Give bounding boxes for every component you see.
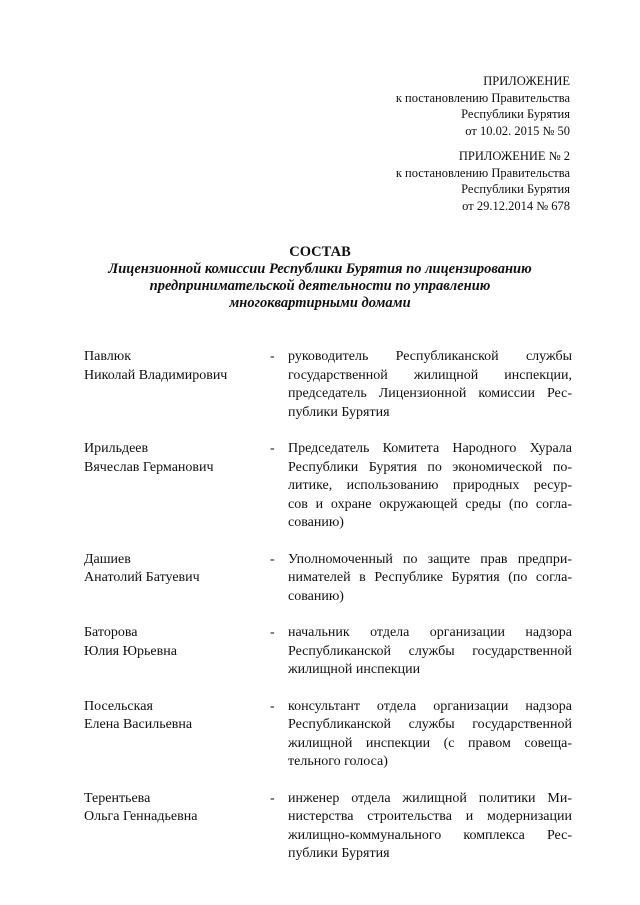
- role-line: консультант отдела организации надзора: [288, 698, 572, 714]
- role-line: литике, использованию природных ресур-: [288, 478, 572, 493]
- member-role: [288, 698, 572, 772]
- heading-subtitle: Лицензионной комиссии Республики Бурятия по лицензированию: [108, 261, 532, 277]
- member-role: [288, 624, 572, 680]
- heading-subtitle: многоквартирными домами: [229, 295, 411, 311]
- member-dash: -: [270, 698, 275, 714]
- member-surname: Посельская: [84, 698, 153, 714]
- heading-subtitle: предпринимательской деятельности по управлению: [149, 278, 491, 294]
- role-line: государственной жилищной инспекции,: [288, 367, 572, 383]
- member-surname: Павлюк: [84, 349, 131, 364]
- member-given-names: Ольга Геннадьевна: [84, 809, 198, 824]
- member-dash: -: [270, 349, 275, 364]
- appendix-line: Республики Бурятия: [461, 107, 570, 121]
- member-row: [84, 624, 572, 680]
- member-name: [84, 348, 264, 422]
- member-surname: Баторова: [84, 625, 138, 640]
- member-name: [84, 551, 264, 607]
- commission-members-list: [84, 348, 572, 864]
- member-surname: Ирильдеев: [84, 441, 149, 456]
- appendix-line: к постановлению Правительства: [395, 90, 570, 105]
- role-line: жилищной инспекции (с правом совеща-: [288, 735, 572, 751]
- role-line: начальник отдела организации надзора: [288, 625, 572, 640]
- role-line: Республиканской службы государственной: [288, 643, 572, 659]
- appendix-line: Республики Бурятия: [461, 182, 570, 196]
- appendix-title: ПРИЛОЖЕНИЕ: [483, 74, 570, 88]
- heading-title: СОСТАВ: [289, 244, 351, 260]
- member-surname: Терентьева: [84, 790, 151, 806]
- appendix-header-current: [396, 73, 570, 139]
- role-line: Республики Бурятия по экономической по-: [288, 459, 572, 475]
- member-dash: -: [270, 625, 275, 640]
- role-line: сов и охране окружающей среды (по согла-: [288, 496, 572, 512]
- member-role: [288, 790, 572, 864]
- role-line: нистерства строительства и модернизации: [288, 809, 572, 824]
- member-row: [84, 551, 572, 607]
- member-given-names: Анатолий Батуевич: [84, 570, 200, 585]
- role-line: публики Бурятия: [288, 404, 390, 420]
- member-dash: -: [270, 551, 275, 567]
- appendix-date-number: от 10.02. 2015 № 50: [465, 123, 570, 138]
- member-surname: Дашиев: [84, 551, 131, 567]
- role-line: жилищной инспекции: [288, 662, 421, 677]
- member-name: [84, 440, 264, 533]
- member-row: [84, 440, 572, 533]
- appendix-header-original: [396, 148, 570, 214]
- member-name: [84, 698, 264, 772]
- role-line: сованию): [288, 515, 344, 530]
- member-dash: -: [270, 790, 275, 806]
- role-line: публики Бурятия: [288, 846, 390, 861]
- role-line: тельного голоса): [288, 754, 388, 769]
- member-name: [84, 624, 264, 680]
- member-given-names: Елена Васильевна: [84, 717, 193, 732]
- role-line: нимателей в Республике Бурятия (по согла-: [288, 570, 572, 585]
- member-row: [84, 790, 572, 864]
- appendix-date-number: от 29.12.2014 № 678: [462, 198, 570, 213]
- member-role: [288, 440, 572, 533]
- member-role: [288, 348, 572, 422]
- role-line: сованию): [288, 588, 344, 604]
- member-name: [84, 790, 264, 864]
- member-role: [288, 551, 572, 607]
- role-line: руководитель Республиканской службы: [288, 349, 572, 364]
- role-line: жилищно-коммунального комплекса Рес-: [288, 827, 572, 843]
- member-given-names: Николай Владимирович: [84, 367, 228, 383]
- role-line: Республиканской службы государственной: [288, 717, 572, 732]
- member-dash: -: [270, 441, 275, 456]
- role-line: инженер отдела жилищной политики Ми-: [288, 790, 572, 806]
- appendix-line: к постановлению Правительства: [395, 165, 570, 180]
- document-heading: [60, 244, 580, 312]
- role-line: Уполномоченный по защите прав предпри-: [288, 551, 572, 567]
- member-given-names: Юлия Юрьевна: [84, 643, 177, 659]
- member-row: [84, 348, 572, 422]
- role-line: председатель Лицензионной комиссии Рес-: [288, 386, 572, 401]
- role-line: Председатель Комитета Народного Хурала: [288, 441, 572, 456]
- appendix-title: ПРИЛОЖЕНИЕ № 2: [458, 149, 570, 163]
- member-given-names: Вячеслав Германович: [84, 459, 214, 475]
- member-row: [84, 698, 572, 772]
